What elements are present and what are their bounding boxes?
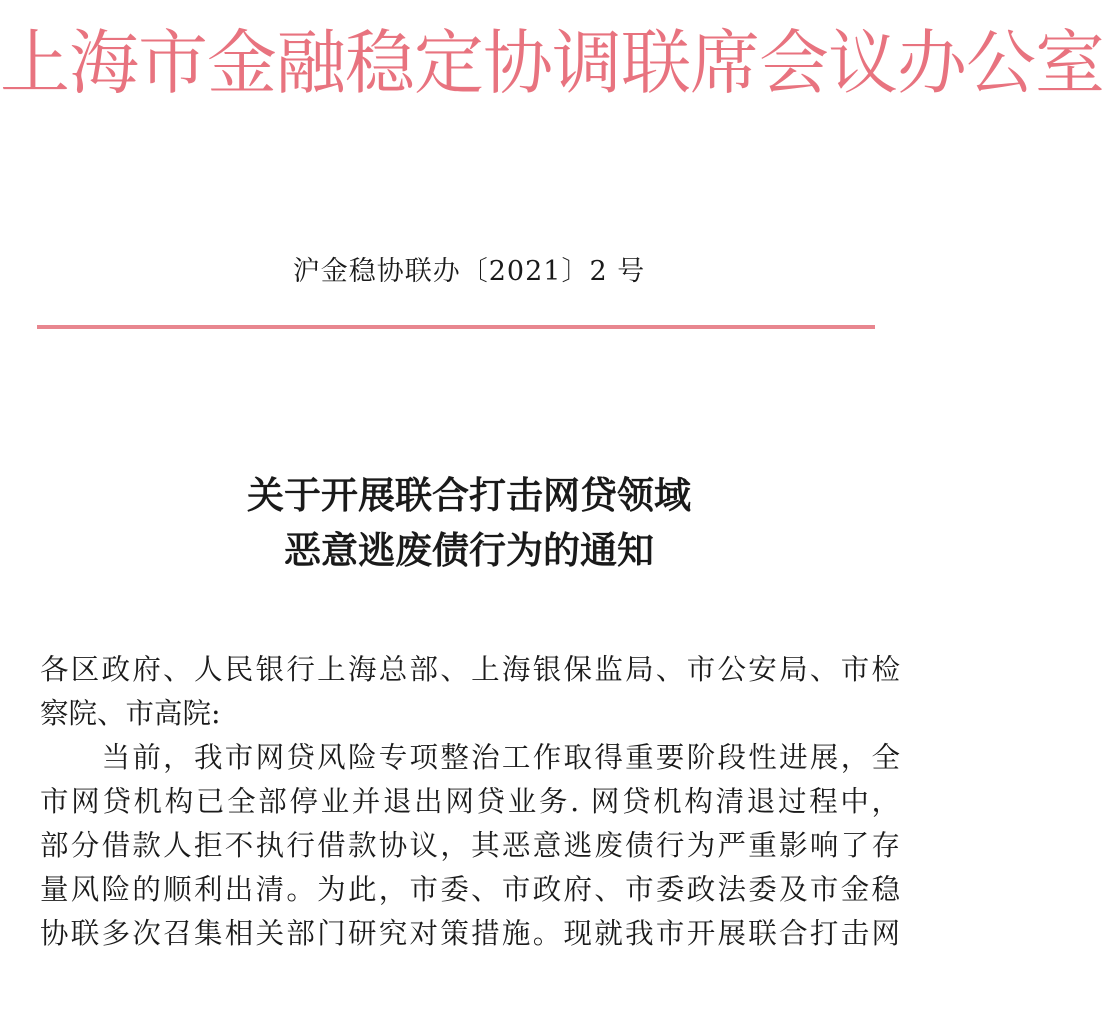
body-line: 当前，我市网贷风险专项整治工作取得重要阶段性进展，全 xyxy=(40,741,900,774)
body-line: 市网贷机构已全部停业并退出网贷业务. 网贷机构清退过程中， xyxy=(40,785,900,818)
body-line: 部分借款人拒不执行借款协议，其恶意逃废债行为严重影响了存 xyxy=(40,829,900,862)
notice-title-line-2: 恶意逃废债行为的通知 xyxy=(284,528,654,572)
header-divider-line xyxy=(37,325,875,329)
body-line: 各区政府、人民银行上海总部、上海银保监局、市公安局、市检 xyxy=(40,653,900,686)
notice-title-line-1: 关于开展联合打击网贷领域 xyxy=(247,473,691,517)
notice-body xyxy=(40,648,900,956)
body-line: 协联多次召集相关部门研究对策措施。现就我市开展联合打击网 xyxy=(40,917,900,950)
body-line: 察院、市高院: xyxy=(40,697,221,730)
notice-title xyxy=(0,468,938,578)
body-line: 量风险的顺利出清。为此，市委、市政府、市委政法委及市金稳 xyxy=(40,873,900,906)
document-number: 沪金稳协联办〔2021〕2 号 xyxy=(292,256,646,287)
issuing-office-header: 上海市金融稳定协调联席会议办公室 xyxy=(0,22,1104,104)
